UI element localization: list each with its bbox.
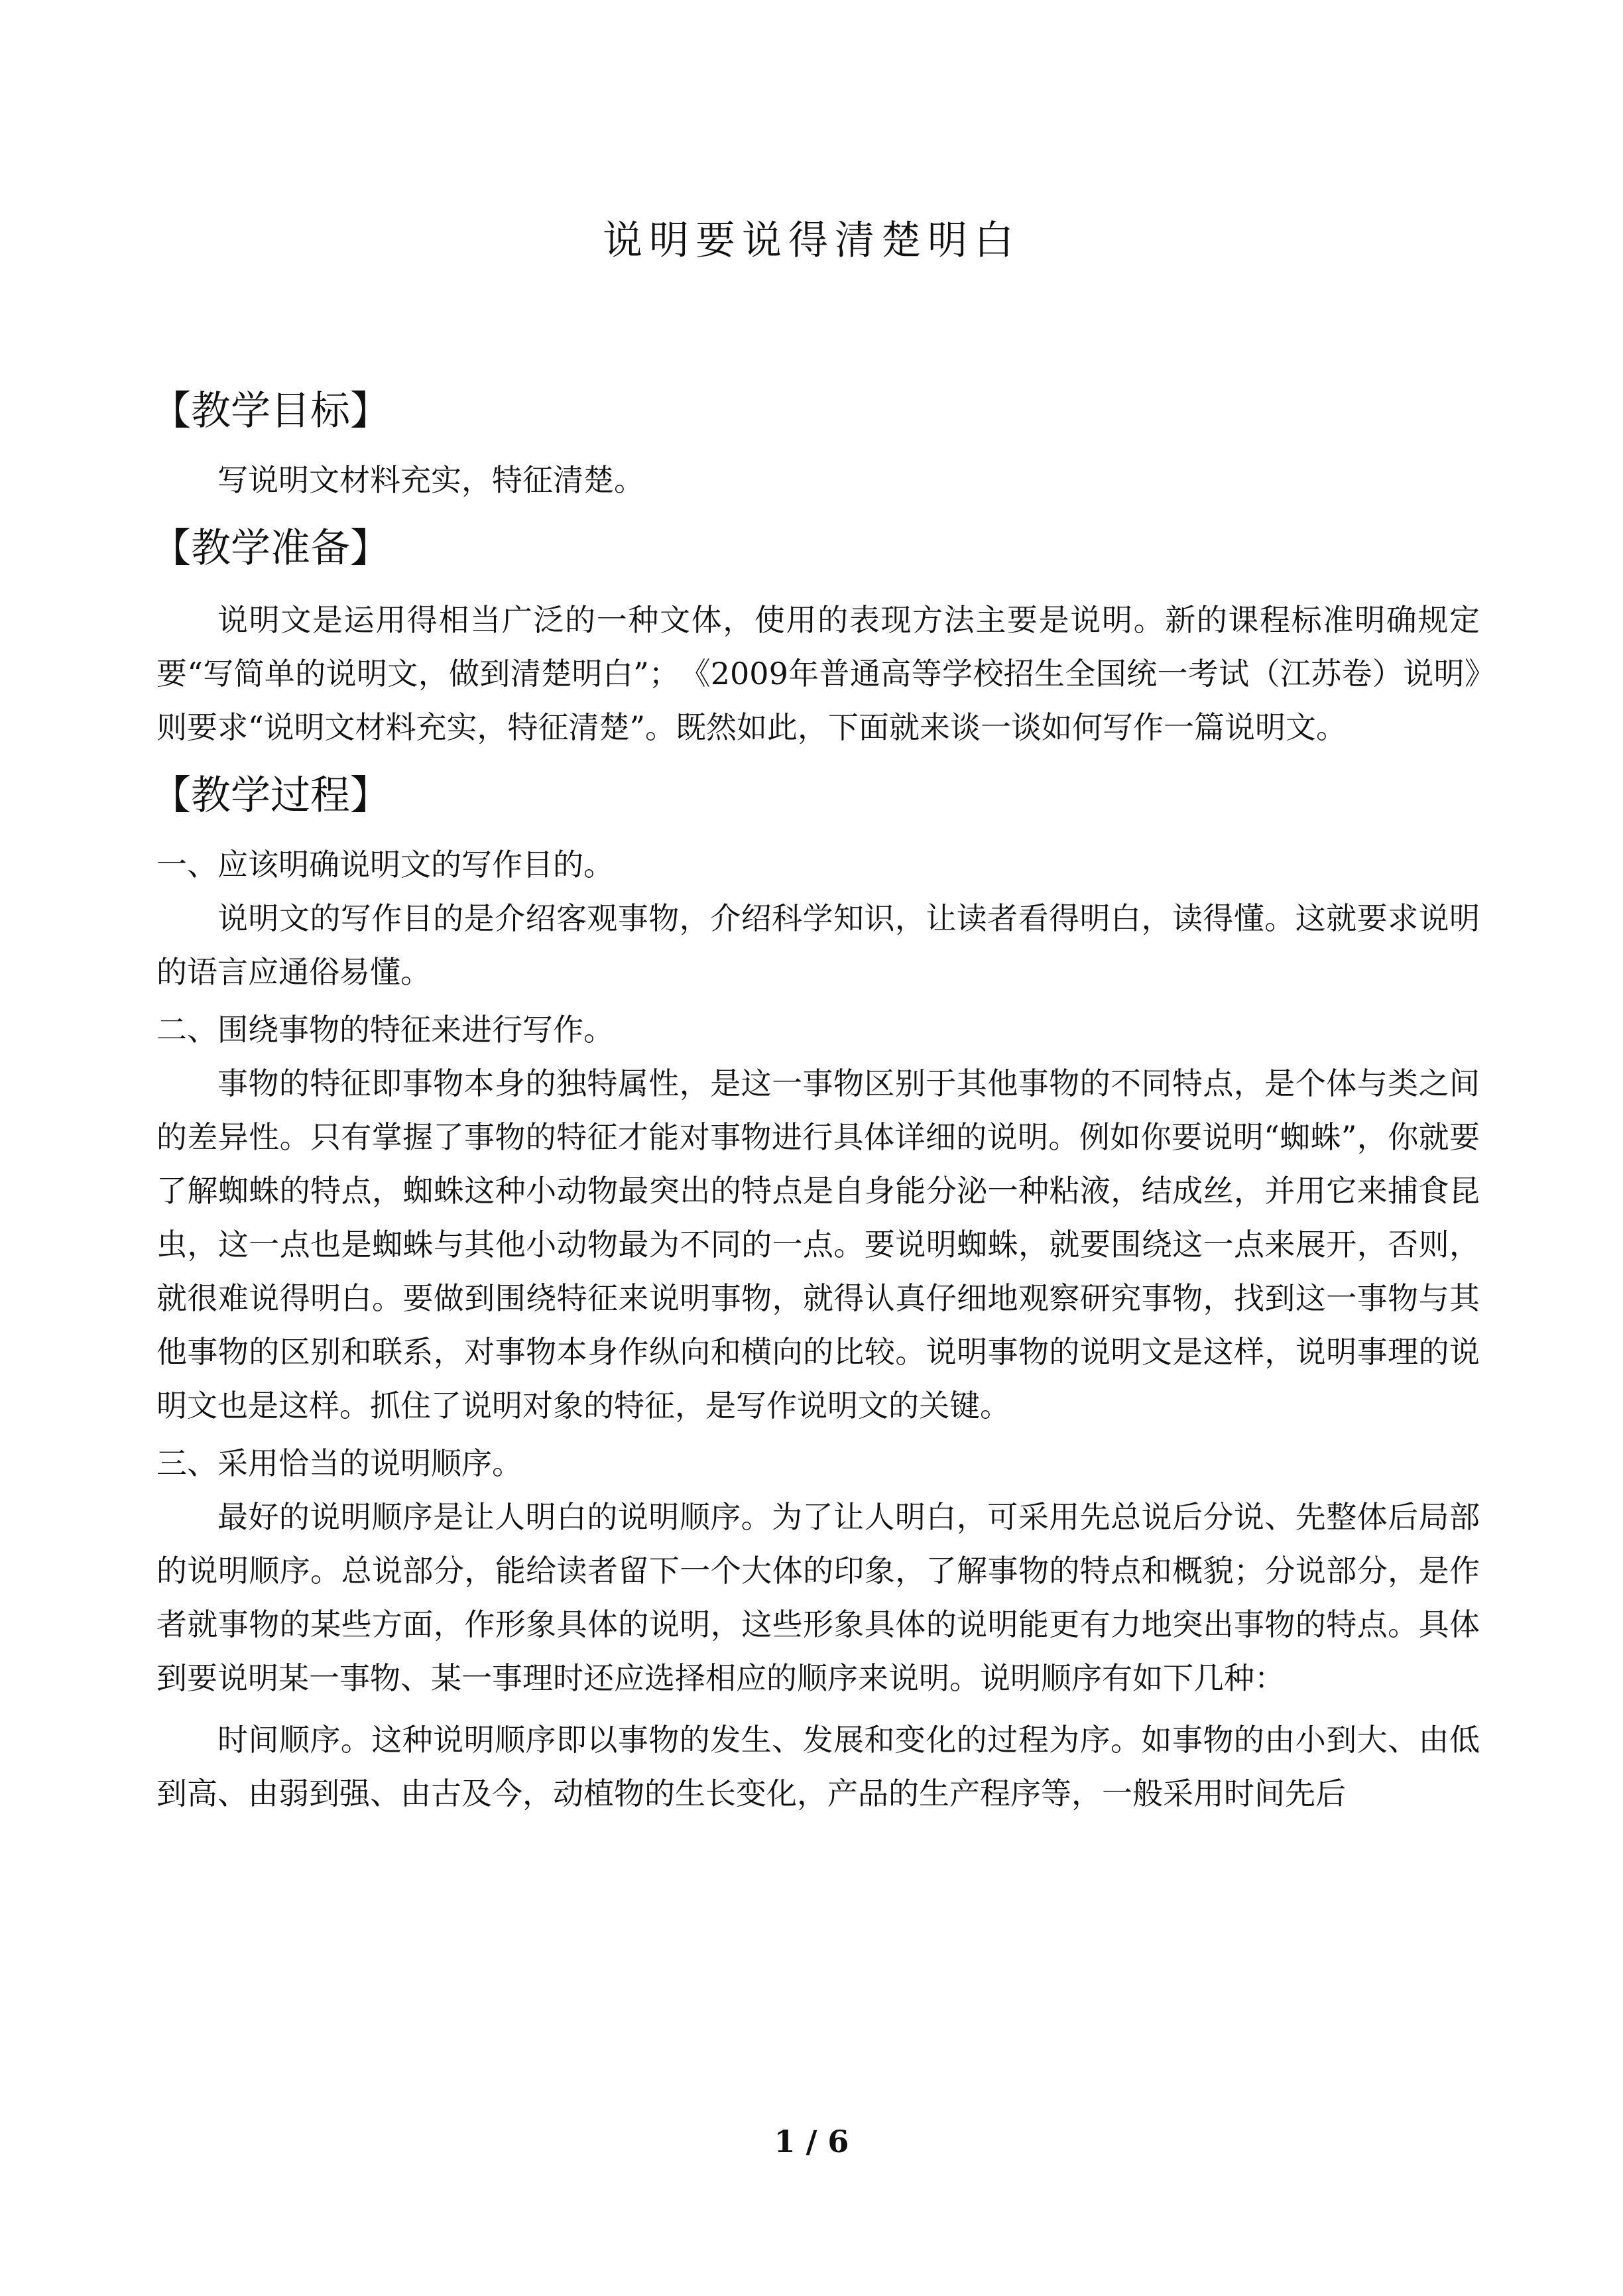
- process-item-2-text: 事物的特征即事物本身的独特属性，是这一事物区别于其他事物的不同特点，是个体与类之间的差异性。只有掌握了事物的特征才能对事物进行具体详细的说明。例如你要说明“蜘蛛”，你就要了解蜘蛛的特点，蜘蛛这种小动物最突出的特点是自身能分泌一种粘液，结成丝，并用它来捕食昆虫，这一点也是蜘蛛与其他小动物最为不同的一点。要说明蜘蛛，就要围绕这一点来展开，否则，就很难说得明白。要做到围绕特征来说明事物，就得认真仔细地观察研究事物，找到这一事物与其他事物的区别和联系，对事物本身作纵向和横向的比较。说明事物的说明文是这样，说明事理的说明文也是这样。抓住了说明对象的特征，是写作说明文的关键。: [156, 1065, 1480, 1423]
- process-item-3-title: 三、采用恰当的说明顺序。: [156, 1445, 522, 1481]
- objectives-text: 写说明文材料充实，特征清楚。: [217, 462, 644, 498]
- preparation-text: 说明文是运用得相当广泛的一种文体，使用的表现方法主要是说明。新的课程标准明确规定要“写简单的说明文，做到清楚明白”； 《2009年普通高等学校招生全国统一考试（江苏卷）说明》则要求“说明文材料充实，特征清楚”。既然如此，下面就来谈一谈如何写作一篇说明文。: [156, 602, 1480, 745]
- process-item-1-text: 说明文的写作目的是介绍客观事物，介绍科学知识，让读者看得明白，读得懂。这就要求说明的语言应通俗易懂。: [156, 900, 1480, 990]
- process-item-2-title: 二、围绕事物的特征来进行写作。: [156, 1012, 614, 1048]
- process-item-3-time-order: 时间顺序。这种说明顺序即以事物的发生、发展和变化的过程为序。如事物的由小到大、由低到高、由弱到强、由古及今，动植物的生长变化，产品的生产程序等，一般采用时间先后: [156, 1722, 1480, 1811]
- process-item-1-title: 一、应该明确说明文的写作目的。: [156, 847, 614, 882]
- document-body: [151, 378, 1480, 1829]
- section-heading-preparation: 【教学准备】: [151, 525, 390, 572]
- section-heading-objectives: 【教学目标】: [151, 388, 390, 434]
- section-heading-process: 【教学过程】: [151, 772, 390, 819]
- document-title: 说明要说得清楚明白: [603, 217, 1020, 264]
- process-item-3-text: 最好的说明顺序是让人明白的说明顺序。为了让人明白，可采用先总说后分说、先整体后局部的说明顺序。总说部分，能给读者留下一个大体的印象，了解事物的特点和概貌；分说部分，是作者就事物的某些方面，作形象具体的说明，这些形象具体的说明能更有力地突出事物的特点。具体到要说明某一事物、某一事理时还应选择相应的顺序来说明。说明顺序有如下几种：: [156, 1499, 1480, 1696]
- page-number: 1 / 6: [774, 2124, 849, 2159]
